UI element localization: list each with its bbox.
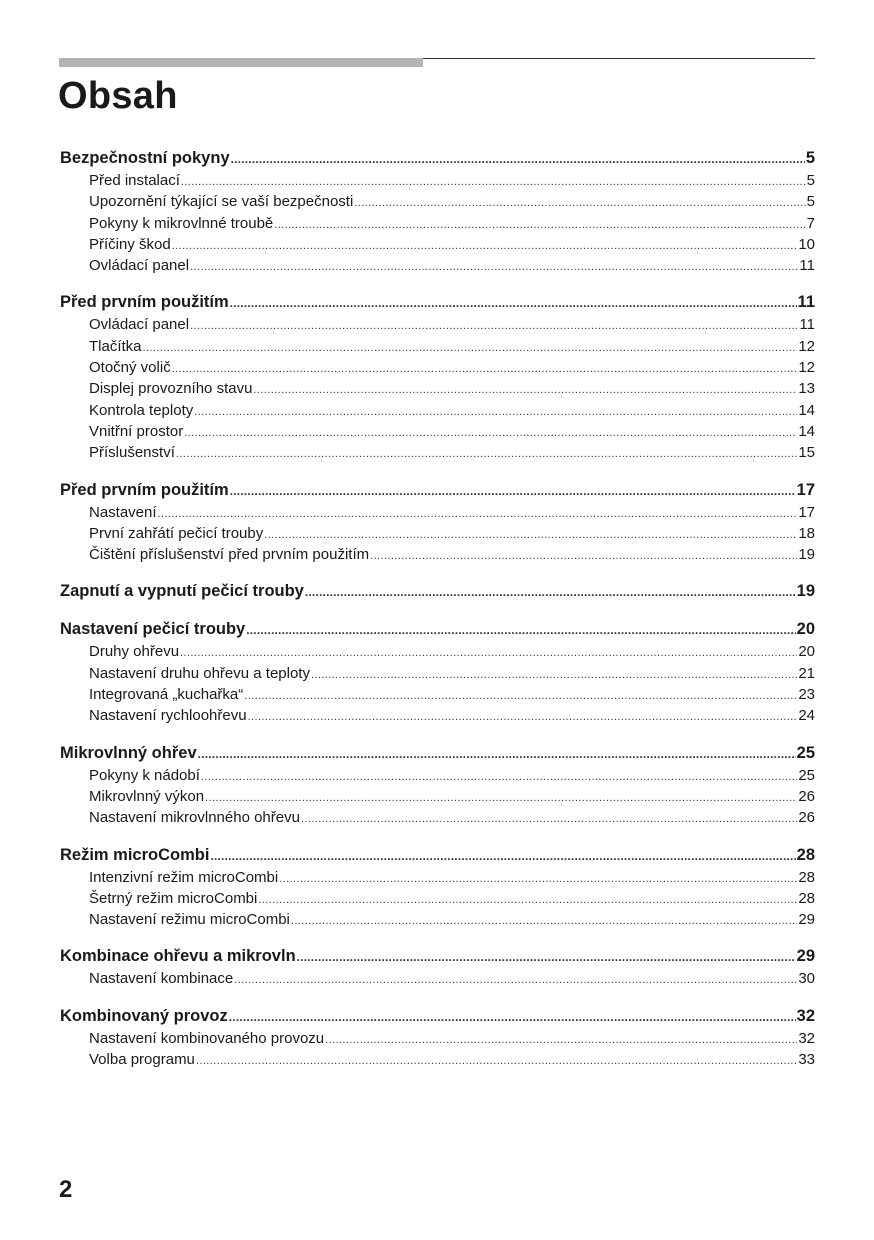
toc-entry-title: Pokyny k mikrovlnné troubě — [89, 214, 274, 232]
toc-entry[interactable] — [60, 357, 815, 378]
toc-chapter[interactable] — [60, 741, 815, 765]
dot-leader — [172, 236, 798, 257]
toc-entry-page: 19 — [798, 546, 815, 564]
toc-entry[interactable] — [60, 400, 815, 421]
dot-leader — [143, 338, 798, 359]
toc-entry-title: Před instalací — [89, 172, 180, 189]
toc-entry-title: Integrovaná „kuchařka“ — [89, 686, 244, 704]
toc-entry[interactable] — [60, 255, 815, 276]
dot-leader — [190, 316, 798, 337]
toc-entry[interactable] — [60, 705, 815, 726]
toc-entry-page: 7 — [806, 214, 815, 232]
toc-entry-title: Nastavení kombinovaného provozu — [89, 1029, 325, 1047]
toc-entry[interactable] — [60, 544, 815, 565]
toc-entry-title: Volba programu — [89, 1051, 195, 1069]
toc-entry[interactable] — [60, 1028, 815, 1049]
dot-leader — [172, 359, 798, 380]
toc-chapter-page: 5 — [805, 149, 815, 167]
toc-entry[interactable] — [60, 867, 815, 888]
dot-leader — [230, 291, 797, 315]
toc-entry-title: Šetrný režim microCombi — [89, 889, 258, 907]
toc-chapter[interactable] — [60, 478, 815, 502]
toc-section — [60, 741, 815, 829]
toc-entry-title: Druhy ohřevu — [89, 643, 180, 661]
toc-entry-title: Pokyny k nádobí — [89, 766, 200, 784]
toc-section — [60, 944, 815, 989]
dot-leader — [205, 788, 797, 809]
dot-leader — [291, 911, 797, 932]
dot-leader — [196, 1051, 797, 1072]
toc-entry[interactable] — [60, 314, 815, 335]
dot-leader — [231, 147, 805, 171]
toc-chapter-title: Před prvním použitím — [60, 480, 229, 499]
toc-section — [60, 617, 815, 726]
dot-leader — [258, 890, 797, 911]
toc-chapter[interactable] — [60, 1004, 815, 1028]
toc-entry[interactable] — [60, 765, 815, 786]
toc-entry-page: 11 — [799, 316, 815, 334]
toc-entry[interactable] — [60, 909, 815, 930]
toc-entry[interactable] — [60, 1049, 815, 1070]
toc-entry[interactable] — [60, 641, 815, 662]
toc-section — [60, 290, 815, 463]
toc-entry[interactable] — [60, 170, 815, 191]
toc-entry-title: Displej provozního stavu — [89, 380, 253, 398]
dot-leader — [198, 742, 796, 766]
toc-entry-page: 12 — [798, 337, 815, 355]
toc-chapter-title: Mikrovlnný ohřev — [60, 743, 197, 762]
toc-entry[interactable] — [60, 523, 815, 544]
toc-section — [60, 1004, 815, 1071]
dot-leader — [253, 380, 797, 401]
toc-entry-page: 5 — [806, 193, 815, 211]
toc-entry-page: 5 — [806, 172, 815, 189]
toc-chapter-title: Bezpečnostní pokyny — [60, 149, 230, 167]
toc-entry-title: Nastavení rychloohřevu — [89, 707, 247, 725]
dot-leader — [158, 504, 798, 525]
toc-entry-title: Kontrola teploty — [89, 401, 194, 419]
toc-chapter-page: 29 — [796, 947, 815, 966]
toc-chapter-page: 28 — [796, 845, 815, 864]
toc-chapter-page: 11 — [797, 293, 815, 312]
toc-entry-page: 24 — [798, 707, 815, 725]
toc-entry-title: Čištění příslušenství před prvním použitím — [89, 546, 370, 564]
toc-entry-title: Nastavení mikrovlnného ohřevu — [89, 809, 300, 827]
toc-chapter-page: 17 — [796, 480, 815, 499]
toc-entry-title: Ovládací panel — [89, 316, 190, 334]
toc-entry[interactable] — [60, 888, 815, 909]
toc-entry-page: 20 — [798, 643, 815, 661]
dot-leader — [176, 444, 797, 465]
toc-entry-page: 33 — [798, 1051, 815, 1069]
toc-chapter-title: Režim microCombi — [60, 845, 210, 864]
dot-leader — [181, 172, 806, 193]
toc-entry[interactable] — [60, 442, 815, 463]
toc-entry-title: Nastavení režimu microCombi — [89, 911, 290, 929]
dot-leader — [297, 945, 796, 969]
toc-chapter-page: 32 — [796, 1006, 815, 1025]
toc-entry-title: Ovládací panel — [89, 257, 190, 275]
toc-entry-title: První zahřátí pečicí trouby — [89, 524, 264, 542]
header-rule — [423, 58, 815, 59]
dot-leader — [305, 580, 796, 604]
toc-entry-page: 17 — [798, 503, 815, 521]
toc-entry-title: Vnitřní prostor — [89, 422, 184, 440]
toc-entry-page: 23 — [798, 686, 815, 704]
toc-chapter-page: 25 — [796, 743, 815, 762]
dot-leader — [370, 546, 797, 567]
toc-chapter-title: Kombinovaný provoz — [60, 1006, 228, 1025]
toc-chapter-title: Před prvním použitím — [60, 293, 229, 312]
toc-entry-page: 32 — [798, 1029, 815, 1047]
toc-entry-page: 21 — [798, 664, 815, 682]
toc-entry[interactable] — [60, 213, 815, 234]
toc-chapter-page: 19 — [796, 582, 815, 601]
toc-entry-title: Mikrovlnný výkon — [89, 787, 205, 805]
toc-chapter[interactable] — [60, 290, 815, 314]
dot-leader — [180, 643, 797, 664]
page-title: Obsah — [58, 75, 178, 117]
toc-entry-title: Nastavení druhu ohřevu a teploty — [89, 664, 310, 682]
toc-chapter-title: Nastavení pečicí trouby — [60, 620, 246, 639]
toc-entry-title: Nastavení — [89, 503, 157, 521]
toc-chapter-title: Zapnutí a vypnutí pečicí trouby — [60, 582, 304, 601]
toc-entry-page: 14 — [798, 401, 815, 419]
toc-entry-page: 25 — [798, 766, 815, 784]
toc-entry-page: 18 — [798, 524, 815, 542]
toc-entry-page: 12 — [798, 359, 815, 377]
toc-chapter[interactable] — [60, 944, 815, 968]
toc-entry[interactable] — [60, 684, 815, 705]
toc-entry-page: 28 — [798, 868, 815, 886]
dot-leader — [201, 767, 797, 788]
toc-entry[interactable] — [60, 234, 815, 255]
toc-section — [60, 843, 815, 931]
toc-entry-title: Příčiny škod — [89, 235, 171, 253]
toc-entry-title: Intenzivní režim microCombi — [89, 868, 279, 886]
toc-chapter[interactable] — [60, 617, 815, 641]
toc-entry-page: 11 — [799, 257, 815, 275]
header-bar-gray — [59, 58, 423, 67]
page-number: 2 — [59, 1176, 73, 1203]
toc-entry-title: Upozornění týkající se vaší bezpečnosti — [89, 193, 354, 211]
toc-chapter-page: 20 — [796, 620, 815, 639]
dot-leader — [230, 479, 796, 503]
dot-leader — [184, 423, 797, 444]
toc-chapter[interactable] — [60, 579, 815, 603]
toc-entry[interactable] — [60, 807, 815, 828]
toc-entry-title: Otočný volič — [89, 359, 171, 377]
dot-leader — [279, 869, 797, 890]
dot-leader — [264, 525, 797, 546]
toc-entry-page: 29 — [798, 911, 815, 929]
toc-entry[interactable] — [60, 336, 815, 357]
dot-leader — [274, 215, 805, 236]
toc-entry[interactable] — [60, 502, 815, 523]
dot-leader — [190, 257, 798, 278]
toc-chapter-title: Kombinace ohřevu a mikrovln — [60, 947, 296, 966]
dot-leader — [354, 193, 805, 214]
toc-entry-title: Nastavení kombinace — [89, 970, 234, 988]
toc-entry[interactable] — [60, 663, 815, 684]
toc-entry-page: 26 — [798, 809, 815, 827]
toc-entry[interactable] — [60, 786, 815, 807]
toc-entry-title: Příslušenství — [89, 444, 175, 462]
dot-leader — [301, 809, 797, 830]
toc-section — [60, 478, 815, 566]
dot-leader — [246, 618, 795, 642]
dot-leader — [194, 402, 797, 423]
toc-entry-page: 30 — [798, 970, 815, 988]
toc-entry-page: 26 — [798, 787, 815, 805]
table-of-contents — [60, 146, 815, 1084]
toc-entry-page: 28 — [798, 889, 815, 907]
toc-entry[interactable] — [60, 191, 815, 212]
dot-leader — [311, 665, 797, 686]
toc-entry-title: Tlačítka — [89, 337, 142, 355]
toc-chapter[interactable] — [60, 843, 815, 867]
toc-entry-page: 14 — [798, 422, 815, 440]
dot-leader — [248, 707, 798, 728]
toc-section — [60, 579, 815, 603]
toc-entry-page: 13 — [798, 380, 815, 398]
toc-entry-page: 15 — [798, 444, 815, 462]
toc-entry[interactable] — [60, 968, 815, 989]
toc-chapter[interactable] — [60, 146, 815, 170]
toc-section — [60, 146, 815, 276]
toc-entry[interactable] — [60, 378, 815, 399]
dot-leader — [210, 844, 795, 868]
dot-leader — [234, 970, 797, 991]
toc-entry[interactable] — [60, 421, 815, 442]
toc-entry-page: 10 — [798, 235, 815, 253]
dot-leader — [244, 686, 797, 707]
dot-leader — [325, 1030, 797, 1051]
dot-leader — [229, 1005, 796, 1029]
